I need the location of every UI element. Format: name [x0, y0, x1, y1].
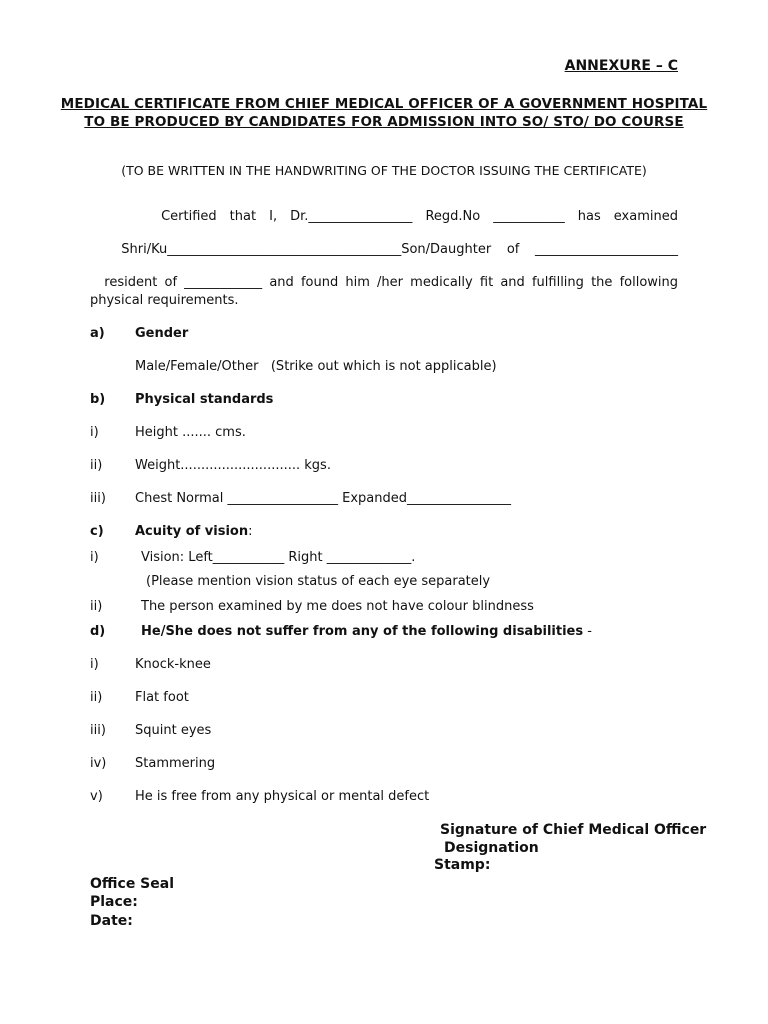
vision-item-number: i) — [90, 550, 99, 565]
section-c-label: c) — [90, 524, 104, 539]
date-label: Date: — [90, 913, 133, 929]
section-d-label: d) — [90, 624, 106, 639]
signature-label: Signature of Chief Medical Officer — [440, 822, 707, 838]
section-c-title: Acuity of vision — [135, 524, 249, 539]
colour-blindness-item-number: ii) — [90, 599, 103, 614]
weight-item: Weight............................. kgs. — [135, 458, 331, 473]
disability-item-number: iv) — [90, 756, 107, 771]
disability-item: Knock-knee — [135, 657, 211, 672]
chest-item: Chest Normal _________________ Expanded________________ — [135, 491, 511, 506]
section-a-title: Gender — [135, 326, 189, 341]
office-seal-label: Office Seal — [90, 876, 175, 892]
disability-item: Flat foot — [135, 690, 189, 705]
chest-item-number: iii) — [90, 491, 106, 506]
disability-item-number: v) — [90, 789, 103, 804]
weight-item-number: ii) — [90, 458, 103, 473]
section-d-dash: - — [583, 624, 592, 639]
section-a-label: a) — [90, 326, 105, 341]
section-c-heading — [135, 524, 253, 539]
disability-item: Stammering — [135, 756, 216, 771]
certification-line-3: resident of ____________ and found him /her medically fit and fulfilling the following — [104, 275, 679, 290]
height-item: Height ....... cms. — [135, 425, 246, 440]
certificate-title-line2: TO BE PRODUCED BY CANDIDATES FOR ADMISSION INTO SO/ STO/ DO COURSE — [84, 114, 684, 130]
colour-blindness-item: The person examined by me does not have colour blindness — [141, 599, 534, 614]
certification-line-4: physical requirements. — [90, 293, 239, 308]
certification-line-2: Shri/Ku____________________________________Son/Daughter of ______________________ — [121, 242, 678, 257]
disability-item-number: ii) — [90, 690, 103, 705]
section-c-colon: : — [248, 524, 253, 539]
designation-label: Designation — [444, 840, 539, 856]
stamp-label: Stamp: — [434, 857, 491, 873]
disability-item-number: iii) — [90, 723, 106, 738]
section-b-label: b) — [90, 392, 106, 407]
gender-options: Male/Female/Other (Strike out which is not applicable) — [135, 359, 497, 374]
height-item-number: i) — [90, 425, 99, 440]
handwriting-note: (TO BE WRITTEN IN THE HANDWRITING OF THE DOCTOR ISSUING THE CERTIFICATE) — [121, 163, 647, 178]
section-d-title: He/She does not suffer from any of the following disabilities — [141, 624, 584, 639]
disability-item: Squint eyes — [135, 723, 212, 738]
vision-item: Vision: Left___________ Right _____________. — [141, 550, 416, 565]
section-b-title: Physical standards — [135, 392, 274, 407]
disability-item-number: i) — [90, 657, 99, 672]
section-d-heading — [141, 624, 592, 639]
place-label: Place: — [90, 894, 138, 910]
certification-line-1: Certified that I, Dr.________________ Regd.No ___________ has examined — [161, 209, 678, 224]
disability-item: He is free from any physical or mental defect — [135, 789, 430, 804]
annexure-label: ANNEXURE – C — [564, 58, 678, 74]
certificate-title-line1: MEDICAL CERTIFICATE FROM CHIEF MEDICAL OFFICER OF A GOVERNMENT HOSPITAL — [60, 96, 708, 112]
vision-note: (Please mention vision status of each eye separately — [146, 574, 491, 589]
